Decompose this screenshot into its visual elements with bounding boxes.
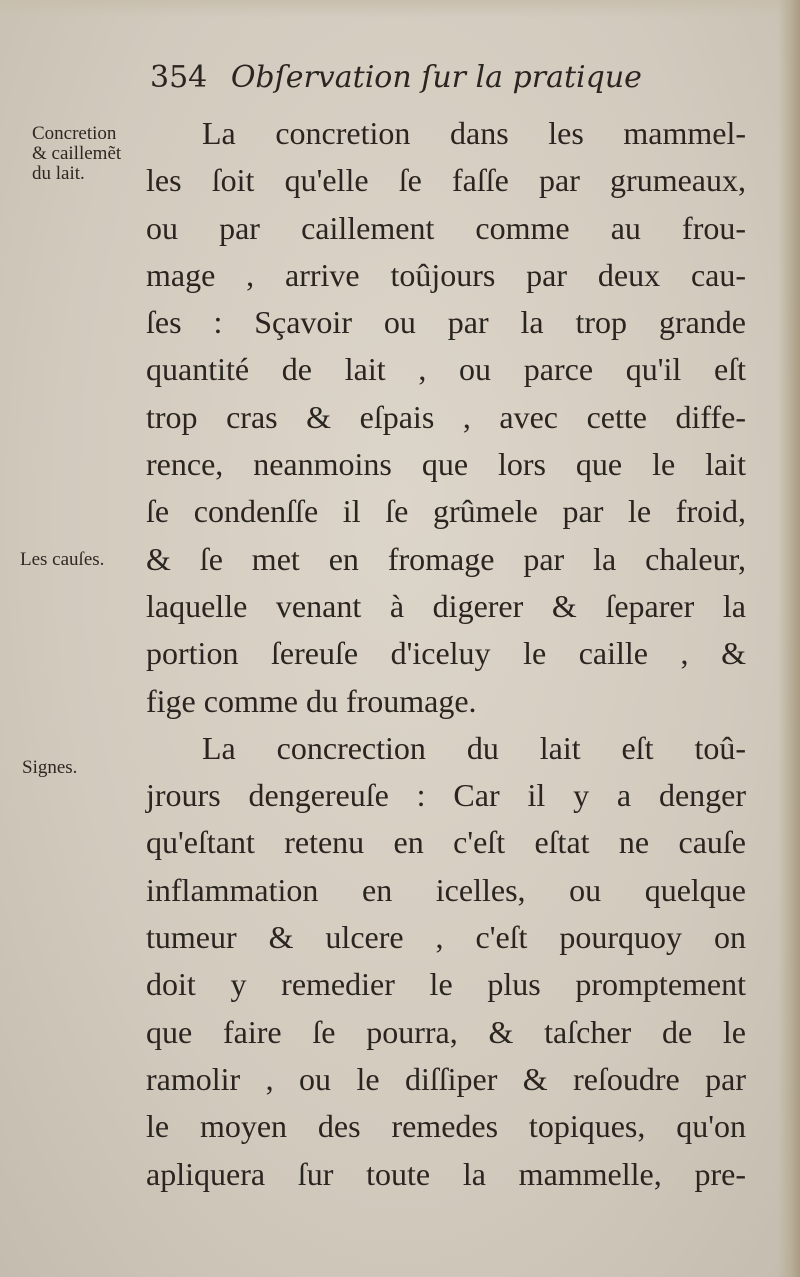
text-line: La concrection du lait eſt toû- xyxy=(202,729,746,766)
margin-note-causes xyxy=(20,550,150,570)
text-line: inflammation en icelles, ou quelque xyxy=(146,871,746,908)
text-line: que faire ſe pourra, & taſcher de le xyxy=(146,1013,746,1050)
page-header xyxy=(150,60,710,95)
text-line: ſe condenſſe il ſe grûmele par le froid, xyxy=(146,493,746,530)
body-text xyxy=(146,110,746,1198)
margin-note-line: Signes. xyxy=(22,757,78,778)
text-line: le moyen des remedes topiques, qu'on xyxy=(146,1108,746,1145)
text-line: fige comme du froumage. xyxy=(146,682,477,719)
text-line: doit y remedier le plus promptement xyxy=(146,966,746,1003)
text-line: ou par caillement comme au frou- xyxy=(146,209,746,246)
text-line: rence, neanmoins que lors que le lait xyxy=(146,446,746,483)
margin-note-concretion xyxy=(32,124,152,184)
text-line: apliquera ſur toute la mammelle, pre- xyxy=(146,1155,746,1192)
text-line: qu'eſtant retenu en c'eſt eſtat ne cauſe xyxy=(146,824,746,861)
text-line: laquelle venant à digerer & ſeparer la xyxy=(146,587,746,624)
text-line: trop cras & eſpais , avec cette diffe- xyxy=(146,398,746,435)
margin-note-line: & caillemẽt xyxy=(32,143,122,164)
text-line: tumeur & ulcere , c'eſt pourquoy on xyxy=(146,919,746,956)
page-top-edge xyxy=(0,0,800,18)
text-line: & ſe met en fromage par la chaleur, xyxy=(146,540,746,577)
margin-note-signes xyxy=(22,758,142,778)
page-number: 354 xyxy=(150,60,208,95)
page-gutter-edge xyxy=(778,0,800,1277)
text-line: les ſoit qu'elle ſe faſſe par grumeaux, xyxy=(146,162,746,199)
text-line: ramolir , ou le diſſiper & reſoudre par xyxy=(146,1060,746,1097)
margin-note-line: du lait. xyxy=(32,163,85,184)
text-line: quantité de lait , ou parce qu'il eſt xyxy=(146,351,746,388)
text-line: jrours dengereuſe : Car il y a denger xyxy=(146,777,746,814)
running-title: Obſervation ſur la pratique xyxy=(230,60,642,95)
text-line: portion ſereuſe d'iceluy le caille , & xyxy=(146,635,746,672)
margin-note-line: Concretion xyxy=(32,123,117,144)
text-line: La concretion dans les mammel- xyxy=(202,115,746,151)
margin-note-line: Les cauſes. xyxy=(20,549,105,570)
text-line: mage , arrive toûjours par deux cau- xyxy=(146,256,746,293)
text-line: ſes : Sçavoir ou par la trop grande xyxy=(146,304,746,341)
